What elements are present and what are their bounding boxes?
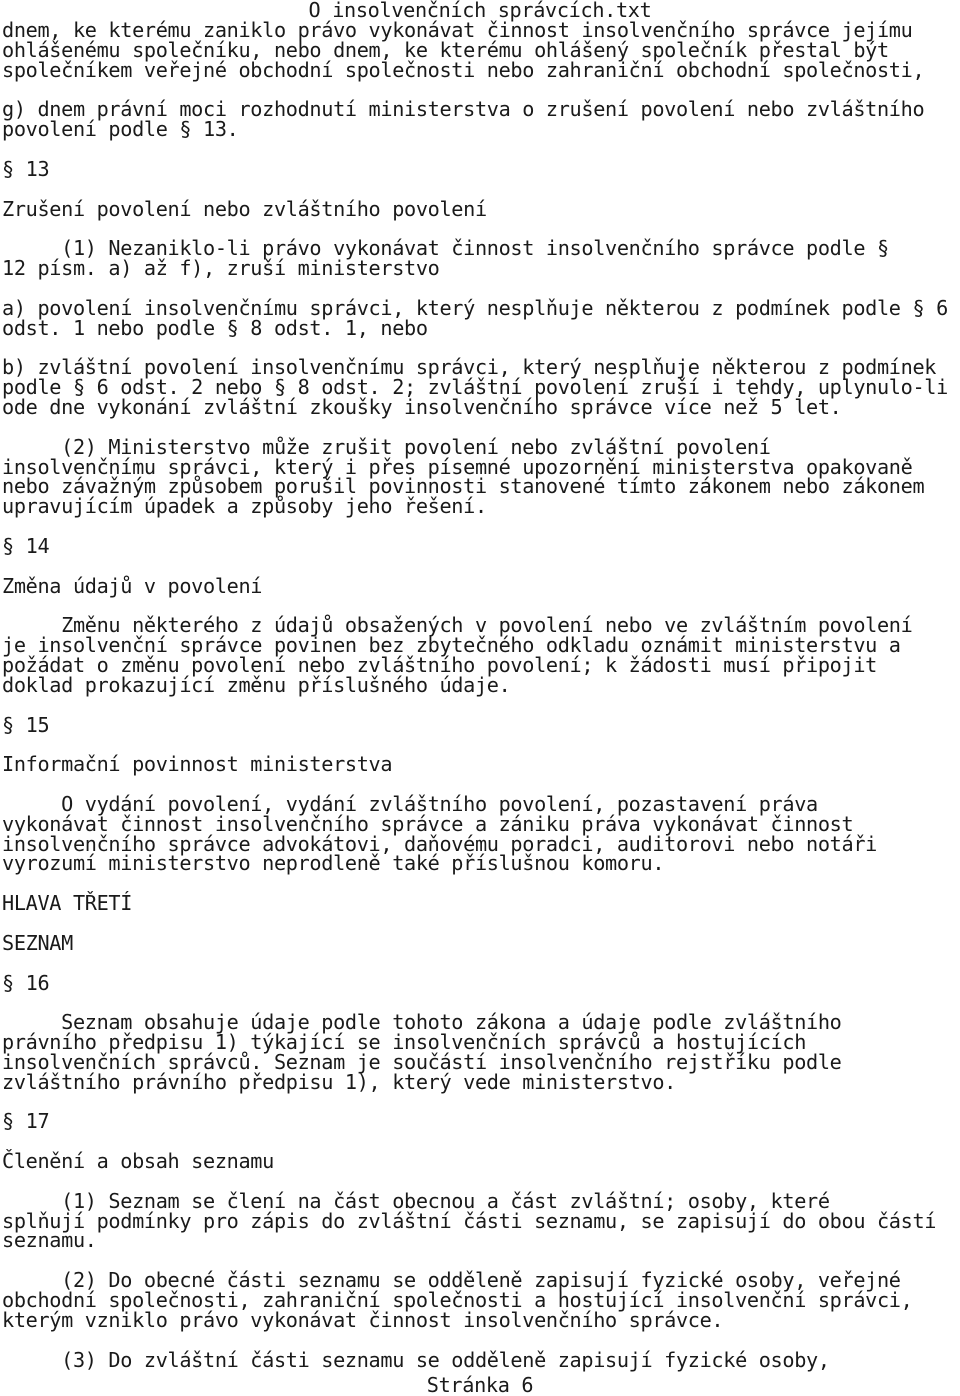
text-line: Změna údajů v povolení — [2, 573, 263, 598]
text-line: doklad prokazující změnu příslušného údaje. — [2, 672, 511, 697]
text-line: splňují podmínky pro zápis do zvláštní části seznamu, se zapisují do obou částí — [2, 1208, 937, 1233]
text-line: požádat o změnu povolení nebo zvláštního povolení; k žádosti musí připojit — [2, 653, 877, 677]
text-line: § 13 — [2, 156, 50, 181]
text-line: (1) Nezaniklo-li právo vykonávat činnost insolvenčního správce podle § — [2, 236, 889, 261]
text-line: HLAVA TŘETÍ — [2, 891, 133, 916]
text-line: podle § 6 odst. 2 nebo § 8 odst. 2; zvláštní povolení zruší i tehdy, uplynulo-li — [2, 375, 948, 400]
text-line: (3) Do zvláštní části seznamu se odděleně zapisují fyzické osoby, — [2, 1347, 830, 1372]
text-line: 12 písm. a) až f), zruší ministerstvo — [2, 256, 440, 281]
text-line: Členění a obsah seznamu — [2, 1149, 274, 1174]
text-line: zvláštního právního předpisu 1), který vede ministerstvo. — [2, 1069, 676, 1094]
text-line: § 14 — [2, 533, 50, 558]
text-line — [2, 140, 948, 160]
text-line — [2, 517, 948, 537]
text-line — [2, 696, 948, 716]
text-line: insolvenčních správců. Seznam je součástí insolvenčního rejstříku podle — [2, 1049, 842, 1074]
text-line: obchodní společnosti, zahraniční společnosti a hostující insolvenční správci, — [2, 1288, 913, 1312]
text-line: insolvenčnímu správci, který i přes písemné upozornění ministerstva opakovaně — [2, 454, 913, 479]
text-line: seznamu. — [2, 1228, 97, 1253]
text-line: kterým vzniklo právo vykonávat činnost insolvenčního správce. — [2, 1307, 724, 1332]
text-line: je insolvenční správce povinen bez zbytečného odkladu oznámit ministerstvu a — [2, 633, 901, 658]
text-line: (1) Seznam se člení na část obecnou a část zvláštní; osoby, které — [2, 1188, 830, 1213]
text-line: společníkem veřejné obchodní společnosti nebo zahraniční obchodní společnosti, — [2, 57, 925, 82]
text-line — [2, 914, 948, 934]
text-line: insolvenčního správce advokátovi, daňovému poradci, auditorovi nebo notáři — [2, 831, 877, 856]
text-line: Změnu některého z údajů obsažených v povolení nebo ve zvláštním povolení — [2, 613, 913, 638]
document-body — [2, 18, 948, 1372]
page-footer: Stránka 6 — [426, 1373, 534, 1396]
text-line: § 15 — [2, 712, 50, 737]
text-line: O vydání povolení, vydání zvláštního povolení, pozastavení práva — [2, 791, 818, 816]
text-line: dnem, ke kterému zaniklo právo vykonávat činnost insolvenčního správce jejímu — [2, 18, 913, 42]
text-line: (2) Ministerstvo může zrušit povolení nebo zvláštní povolení — [2, 434, 771, 459]
text-line: nebo závažným způsobem porušil povinnosti stanovené tímto zákonem nebo zákonem — [2, 474, 925, 499]
text-line: upravujícím úpadek a způsoby jeho řešení. — [2, 494, 487, 519]
text-line: odst. 1 nebo podle § 8 odst. 1, nebo — [2, 315, 428, 340]
text-line — [2, 954, 948, 974]
text-line: vyrozumí ministerstvo neprodleně také příslušnou komoru. — [2, 851, 665, 876]
text-line: § 17 — [2, 1109, 50, 1134]
text-line — [2, 1093, 948, 1113]
text-line: (2) Do obecné části seznamu se odděleně zapisují fyzické osoby, veřejné — [2, 1268, 901, 1293]
text-line: SEZNAM — [2, 930, 73, 955]
text-line: g) dnem právní moci rozhodnutí ministerstva o zrušení povolení nebo zvláštního — [2, 97, 925, 122]
text-line: b) zvláštní povolení insolvenčnímu správci, který nesplňuje některou z podmínek — [2, 355, 937, 380]
text-line: povolení podle § 13. — [2, 117, 239, 142]
text-line: právního předpisu 1) týkající se insolvenčních správců a hostujících — [2, 1030, 807, 1055]
text-line: vykonávat činnost insolvenčního správce a zániku práva vykonávat činnost — [2, 811, 854, 836]
text-line: a) povolení insolvenčnímu správci, který nesplňuje některou z podmínek podle § 6 — [2, 295, 948, 320]
document-title: O insolvenčních správcích.txt — [308, 0, 652, 22]
text-line: ohlášenému společníku, nebo dnem, ke kterému ohlášený společník přestal být — [2, 37, 889, 62]
text-line: § 16 — [2, 970, 50, 995]
text-line: ode dne vykonání zvláštní zkoušky insolvenčního správce více než 5 let. — [2, 395, 842, 420]
text-line: Informační povinnost ministerstva — [2, 752, 393, 777]
text-line: Zrušení povolení nebo zvláštního povolení — [2, 196, 487, 221]
text-line: Seznam obsahuje údaje podle tohoto zákona a údaje podle zvláštního — [2, 1010, 842, 1035]
text-line — [2, 874, 948, 894]
